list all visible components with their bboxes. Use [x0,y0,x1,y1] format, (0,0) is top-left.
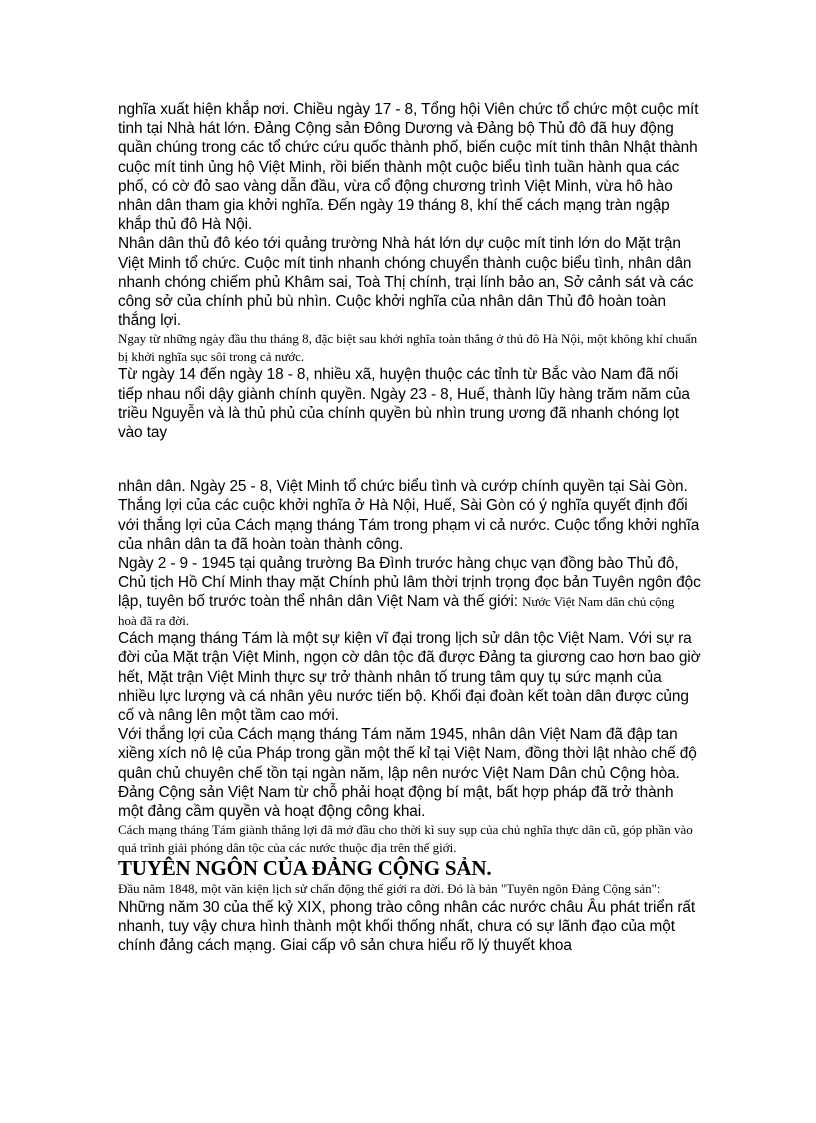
section-heading: TUYÊN NGÔN CỦA ĐẢNG CỘNG SẢN. [118,856,492,881]
page-break-gap [118,442,702,477]
paragraph-manifesto-intro: Đầu năm 1848, một văn kiện lịch sử chấn động thế giới ra đời. Đó là bản "Tuyên ngôn Đảng Cộng sản": [118,881,661,897]
paragraph-hanoi-victory: Nhân dân thủ đô kéo tới quảng trường Nhà hát lớn dự cuộc mít tinh lớn do Mặt trận Việt Minh tổ chức. Cuộc mít tinh nhanh chóng chuyển thành cuộc biểu tình, nhân dân nhanh chóng chiếm phủ Khâm sai, Toà Thị chính, trại lính bảo an, Sở cảnh sát và các công sở của chính phủ bù nhìn. Cuộc khởi nghĩa của nhân dân Thủ đô hoàn toàn thắng lợi. [118,235,694,330]
paragraph-outcome: Với thắng lợi của Cách mạng tháng Tám năm 1945, nhân dân Việt Nam đã đập tan xiềng xích nô lệ của Pháp trong gần một thế kỉ tại Việt Nam, đồng thời lật nhào chế độ quân chủ chuyên chế tồn tại ngàn năm, lập nên nước Việt Nam Dân chủ Cộng hòa. Đảng Cộng sản Việt Nam từ chỗ phải hoạt động bí mật, bất hợp pháp đã trở thành một đảng cầm quyền và hoạt động công khai. [118,726,697,820]
paragraph-republic-born: hoà đã ra đời. [118,612,190,628]
declaration-text: Ngày 2 - 9 - 1945 tại quảng trường Ba Đình trước hàng chục vạn đồng bào Thủ đô, Chủ tịch Hồ Chí Minh thay mặt Chính phủ lâm thời trịnh trọng đọc bản Tuyên ngôn độc lập, tuyên bố trước toàn thể nhân dân Việt Nam và thế giới: [118,555,701,611]
document-body [118,100,702,955]
paragraph-independence-declaration [118,554,702,612]
paragraph-provinces-hue: Từ ngày 14 đến ngày 18 - 8, nhiều xã, huyện thuộc các tỉnh từ Bắc vào Nam đã nối tiếp nhau nổi dậy giành chính quyền. Ngày 23 - 8, Huế, thành lũy hàng trăm năm của triều Nguyễn và là thủ phủ của chính quyền bù nhìn trung ương đã nhanh chóng lọt vào tay [118,366,690,442]
paragraph-hanoi-uprising: nghĩa xuất hiện khắp nơi. Chiều ngày 17 - 8, Tổng hội Viên chức tổ chức một cuộc mít tinh tại Nhà hát lớn. Đảng Cộng sản Đông Dương và Đảng bộ Thủ đô đã huy động quần chúng trong các tổ chức cứu quốc thành phố, biến cuộc mít tinh thân Nhật thành cuộc mít tinh ủng hộ Việt Minh, rồi biến thành một cuộc biểu tình tuần hành qua các phố, có cờ đỏ sao vàng dẫn đầu, vừa cổ động chương trình Việt Minh, vừa hô hào nhân dân tham gia khởi nghĩa. Đến ngày 19 tháng 8, khí thế cách mạng tràn ngập khắp thủ đô Hà Nội. [118,101,699,234]
paragraph-nationwide-atmosphere: Ngay từ những ngày đầu thu tháng 8, đặc biệt sau khởi nghĩa toàn thắng ở thủ đô Hà Nội, một không khí chuẩn bị khởi nghĩa sục sôi trong cả nước. [118,331,698,364]
paragraph-colonialism: Cách mạng tháng Tám giành thắng lợi đã mở đầu cho thời kì suy sụp của chủ nghĩa thực dân cũ, góp phần vào quá trình giải phóng dân tộc của các nước thuộc địa trên thế giới. [118,822,693,855]
paragraph-workers-movement: Những năm 30 của thế kỷ XIX, phong trào công nhân các nước châu Âu phát triển rất nhanh, tuy vậy chưa hình thành một khối thống nhất, chưa có sự lãnh đạo của một chính đảng cách mạng. Giai cấp vô sản chưa hiểu rõ lý thuyết khoa [118,898,696,955]
paragraph-significance: Cách mạng tháng Tám là một sự kiện vĩ đại trong lịch sử dân tộc Việt Nam. Với sự ra đời của Mặt trận Việt Minh, ngọn cờ dân tộc đã được Đảng ta giương cao hơn bao giờ hết, Mặt trận Việt Minh thực sự trở thành nhân tố trung tâm quy tụ sức mạnh của nhiều lực lượng và cá nhân yêu nước tiến bộ. Khối đại đoàn kết toàn dân được củng cố và nâng lên một tầm cao mới. [118,630,701,724]
declaration-quote: Nước Việt Nam dân chủ cộng [522,594,675,610]
paragraph-saigon: nhân dân. Ngày 25 - 8, Việt Minh tổ chức biểu tình và cướp chính quyền tại Sài Gòn. Thắng lợi của các cuộc khởi nghĩa ở Hà Nội, Huế, Sài Gòn có ý nghĩa quyết định đối với thắng lợi của Cách mạng tháng Tám trong phạm vi cả nước. Cuộc tổng khởi nghĩa của nhân dân ta đã hoàn toàn thành công. [118,478,700,553]
